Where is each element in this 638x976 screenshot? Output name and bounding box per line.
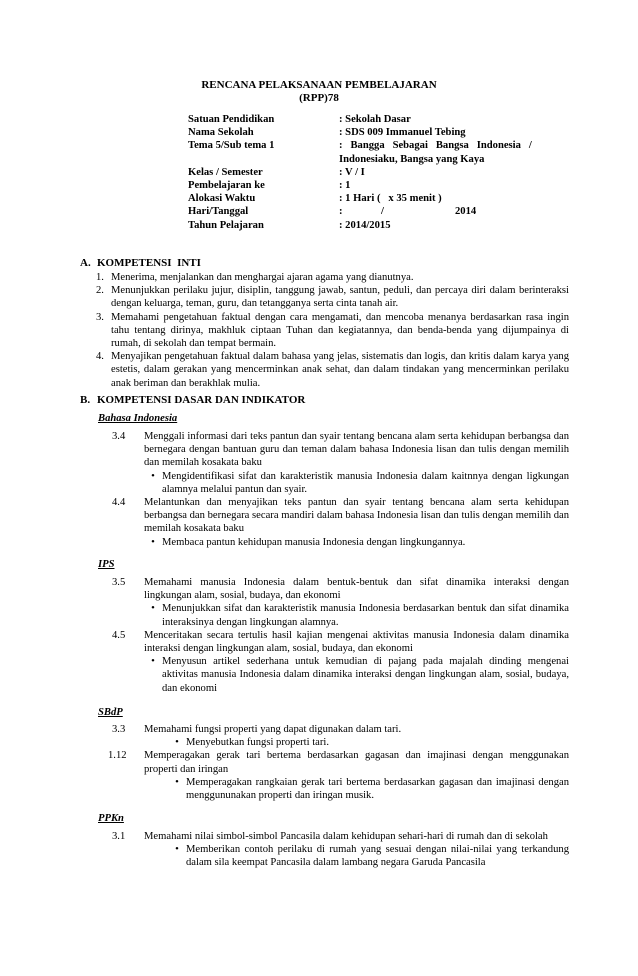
- list-text: Menerima, menjalankan dan menghargai ajaran agama yang dianutnya.: [111, 272, 414, 283]
- kd-text: Menggali informasi dari teks pantun dan syair tentang bencana alam serta kehidupan berbangsa dan bernegara dengan bantuan guru dan teman dalam bahasa Indonesia lisan dan tulis dengan memilih dan memilah kosakata baku: [144, 431, 569, 469]
- kd-item: [112, 723, 569, 736]
- bullet-icon: •: [151, 656, 155, 668]
- list-text: Menunjukkan perilaku jujur, disiplin, tanggung jawab, santun, peduli, dan percaya diri dalam berinteraksi dengan keluarga, teman, guru, dan tetangganya serta cinta tanah air.: [111, 285, 569, 310]
- kd-item: [112, 430, 569, 470]
- identity-row: [188, 219, 573, 232]
- list-number: 4.: [96, 351, 104, 363]
- identity-table: [188, 113, 573, 232]
- section-title: KOMPETENSI DASAR DAN INDIKATOR: [97, 394, 306, 406]
- indicator-text: Memperagakan rangkaian gerak tari bertema berdasarkan gagasan dan imajinasi dengan menggununakan properti dan iringan musik.: [186, 776, 569, 802]
- kd-text: Memahami nilai simbol-simbol Pancasila dalam kehidupan sehari-hari di rumah dan di sekolah: [144, 831, 548, 842]
- kd-item: [112, 496, 569, 536]
- identity-key: Hari/Tanggal: [188, 206, 249, 218]
- identity-row: [188, 205, 573, 218]
- kd-item: [112, 629, 569, 655]
- identity-value-date: [339, 205, 573, 218]
- indicator-item: [144, 470, 569, 496]
- subject-heading: PPKn: [98, 813, 124, 824]
- indicator-text: Membaca pantun kehidupan manusia Indonesia dengan lingkungannya.: [162, 536, 466, 548]
- subject-heading: Bahasa Indonesia: [98, 413, 178, 424]
- indicator-item: [144, 536, 569, 549]
- kd-text: Menceritakan secara tertulis hasil kajian mengenai aktivitas manusia Indonesia dalam dinamika interaksi dengan lingkungan alam, sosial, budaya, dan ekonomi: [144, 629, 569, 655]
- bullet-icon: •: [151, 470, 155, 482]
- identity-row: [188, 192, 573, 205]
- identity-value-multiline: [339, 139, 573, 165]
- bullet-icon: •: [175, 844, 179, 856]
- subject-block: [112, 830, 569, 870]
- indicator-item: [168, 843, 569, 869]
- identity-value: :: [339, 206, 343, 218]
- indicator-text: Memberikan contoh perilaku di rumah yang sesuai dengan nilai-nilai yang terkandung dalam sila keempat Pancasila dalam lambang negara Garuda Pancasila: [186, 844, 569, 869]
- list-text: Menyajikan pengetahuan faktual dalam bahasa yang jelas, sistematis dan logis, dan kritis dalam karya yang estetis, dalam gerakan yang mencerminkan anak sehat, dan dalam tindakan yang mencerminkan perilaku anak beriman dan berakhlak mulia.: [111, 351, 569, 389]
- bullet-icon: •: [151, 603, 155, 615]
- section-letter: A.: [80, 257, 91, 269]
- list-number: 3.: [96, 311, 104, 323]
- subject-block: [108, 723, 569, 802]
- identity-value: : 2014/2015: [339, 219, 391, 231]
- identity-key: Nama Sekolah: [188, 127, 254, 139]
- list-item: [96, 350, 569, 390]
- subject-heading: SBdP: [98, 707, 123, 718]
- section-a-heading: [80, 257, 201, 270]
- identity-value-year: 2014: [455, 206, 477, 218]
- document-code: (RPP)78: [299, 92, 339, 104]
- identity-value-cont: Indonesiaku, Bangsa yang Kaya: [339, 153, 485, 165]
- identity-value: : Bangga Sebagai Bangsa Indonesia /: [339, 140, 532, 152]
- section-b-heading: [80, 394, 305, 407]
- identity-value-slash: /: [381, 206, 384, 218]
- identity-key: Tahun Pelajaran: [188, 219, 264, 231]
- section-title: KOMPETENSI INTI: [97, 257, 201, 269]
- identity-value: : 1 Hari ( x 35 menit ): [339, 193, 442, 205]
- identity-row: [188, 113, 573, 126]
- kd-number: 3.4: [112, 431, 126, 442]
- identity-value: : V / I: [339, 166, 365, 178]
- kd-item: [112, 830, 569, 843]
- list-item: [96, 311, 569, 351]
- kd-text: Memahami manusia Indonesia dalam bentuk-bentuk dan sifat dinamika interaksi dengan lingkungan alam, sosial, budaya, dan ekonomi: [144, 577, 569, 602]
- kd-number: 4.5: [112, 629, 126, 641]
- identity-value: : Sekolah Dasar: [339, 114, 411, 125]
- indicator-text: Menyusun artikel sederhana untuk kemudian di pajang pada majalah dinding mengenai aktivitas manusia Indonesia dalam dinamika interaksi dengan lingkungan alam, sosial, budaya, dan ekonomi: [162, 656, 569, 694]
- identity-value: : 1: [339, 180, 351, 192]
- indicator-item: [168, 776, 569, 802]
- identity-key: Alokasi Waktu: [188, 193, 256, 205]
- indicator-text: Mengidentifikasi sifat dan karakteristik manusia Indonesia dalam kaitnnya dengan ligkungan alamnya melalui pantun dan syair.: [162, 470, 569, 495]
- kd-number: 4.4: [112, 497, 126, 509]
- bullet-icon: •: [175, 776, 179, 788]
- indicator-text: Menunjukkan sifat dan karakteristik manusia Indonesia berdasarkan bentuk dan sifat dinamika interaksinya dengan lingkungan alamnya.: [162, 603, 569, 628]
- subject-heading: IPS: [98, 559, 115, 570]
- kd-text: Memahami fungsi properti yang dapat digunakan dalam tari.: [144, 724, 402, 735]
- kd-item: [112, 576, 569, 602]
- subject-block: [112, 576, 569, 695]
- list-number: 1.: [96, 272, 104, 283]
- subject-block: [112, 430, 569, 549]
- list-item: [96, 284, 569, 310]
- identity-key: Kelas / Semester: [188, 166, 263, 178]
- bullet-icon: •: [175, 737, 179, 749]
- identity-value: : SDS 009 Immanuel Tebing: [339, 127, 466, 139]
- list-text: Memahami pengetahuan faktual dengan cara mengamati, dan mencoba menanya berdasarkan rasa ingin tahu tentang dirinya, makhluk ciptaan Tuhan dan kegiatannya, dan benda-benda yang dijumpainya di rumah, di sekolah dan tempat bermain.: [111, 311, 569, 350]
- identity-key: Tema 5/Sub tema 1: [188, 140, 275, 152]
- identity-row: [188, 179, 573, 192]
- identity-row: [188, 126, 573, 139]
- indicator-item: [144, 602, 569, 628]
- kd-text: Memperagakan gerak tari bertema berdasarkan gagasan dan imajinasi dengan menggunakan properti dan iringan: [144, 750, 569, 775]
- section-letter: B.: [80, 394, 91, 406]
- kd-item: [108, 749, 569, 775]
- document-title: RENCANA PELAKSANAAN PEMBELAJARAN: [201, 79, 437, 91]
- kd-number: 3.1: [112, 831, 126, 842]
- identity-row: [188, 166, 573, 179]
- kompetensi-inti-list: [96, 271, 569, 390]
- identity-row: [188, 139, 573, 165]
- kd-number: 3.5: [112, 577, 126, 588]
- list-item: [96, 271, 569, 284]
- indicator-text: Menyebutkan fungsi properti tari.: [186, 737, 329, 749]
- bullet-icon: •: [151, 536, 155, 548]
- indicator-item: [168, 736, 569, 749]
- kd-number: 3.3: [112, 724, 126, 735]
- kd-text: Melantunkan dan menyajikan teks pantun dan syair tentang bencana alam serta kehidupan berbangsa dan bernegara secara mandiri dalam bahasa Indonesia lisan dan tulis dengan memilih dan memilah kosakata baku: [144, 497, 569, 535]
- identity-key: Satuan Pendidikan: [188, 114, 275, 125]
- list-number: 2.: [96, 285, 104, 297]
- identity-key: Pembelajaran ke: [188, 180, 265, 192]
- kd-number: 1.12: [108, 750, 127, 762]
- indicator-item: [144, 655, 569, 695]
